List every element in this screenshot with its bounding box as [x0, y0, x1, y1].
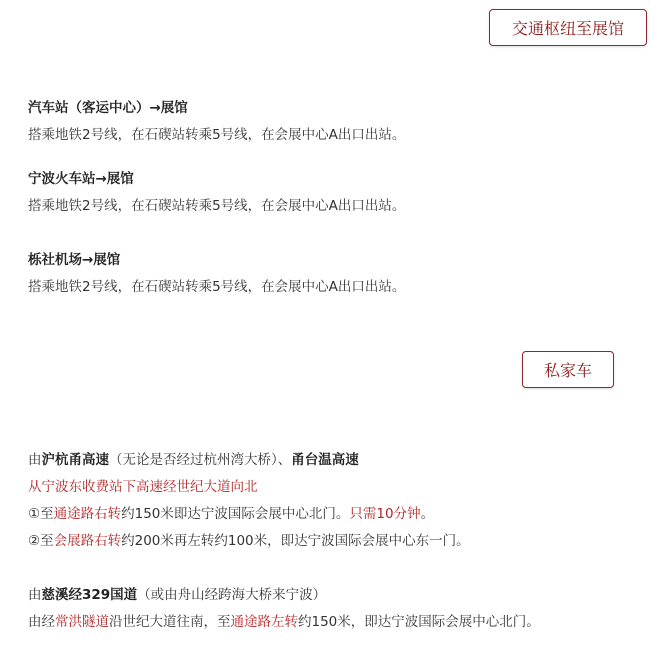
transit-hub-button[interactable]: 交通枢纽至展馆: [489, 9, 647, 46]
route1-highway-1: 沪杭甬高速: [41, 452, 109, 468]
option2-text: 约200米再左转约100米，即达宁波国际会展中心东一门。: [121, 533, 470, 549]
train-station-desc: 搭乘地铁2号线，在石碶站转乘5号线，在会展中心A出口出站。: [28, 198, 406, 214]
route2-prefix: 由: [28, 587, 42, 603]
route2-tunnel: 常洪隧道: [55, 614, 109, 630]
route1-note: （无论是否经过杭州湾大桥）、: [109, 452, 292, 468]
route1-exit-text: 下高速经世纪大道向北: [122, 479, 258, 495]
route1-exit-prefix: 从: [28, 479, 42, 495]
bus-station-title: 汽车站（客运中心）→展馆: [28, 100, 188, 116]
route2-road: 慈溪经329国道: [41, 587, 138, 603]
route1-heading: [28, 448, 359, 468]
route2-turn: 通途路左转: [230, 614, 298, 630]
bus-station-desc: 搭乘地铁2号线，在石碶站转乘5号线，在会展中心A出口出站。: [28, 127, 406, 143]
route2-directions: [28, 610, 540, 630]
option2-prefix: ②至: [28, 533, 54, 549]
route2-dir-text: 沿世纪大道往南，至: [109, 614, 231, 630]
route1-exit: [28, 475, 258, 495]
route2-heading: [28, 583, 326, 603]
route1-option-2: [28, 529, 470, 549]
private-car-button[interactable]: 私家车: [522, 351, 614, 388]
route1-option-1: [28, 502, 434, 522]
route1-toll-station: 宁波东收费站: [41, 479, 123, 495]
option1-time: 只需10分钟: [349, 506, 421, 522]
route1-text: 由: [28, 452, 42, 468]
option2-turn: 会展路右转: [53, 533, 122, 549]
option1-prefix: ①至: [28, 506, 54, 522]
option1-turn: 通途路右转: [53, 506, 122, 522]
option1-end: 。: [420, 506, 435, 522]
route2-dir-prefix: 由经: [28, 614, 55, 630]
option1-text: 约150米即达宁波国际会展中心北门。: [121, 506, 350, 522]
route2-note: （或由舟山经跨海大桥来宁波）: [137, 587, 327, 603]
airport-title: 栎社机场→展馆: [28, 252, 121, 268]
airport-desc: 搭乘地铁2号线，在石碶站转乘5号线，在会展中心A出口出站。: [28, 279, 406, 295]
route1-highway-2: 甬台温高速: [291, 452, 359, 468]
route2-dir-end: 约150米，即达宁波国际会展中心北门。: [298, 614, 540, 630]
train-station-title: 宁波火车站→展馆: [28, 171, 134, 187]
